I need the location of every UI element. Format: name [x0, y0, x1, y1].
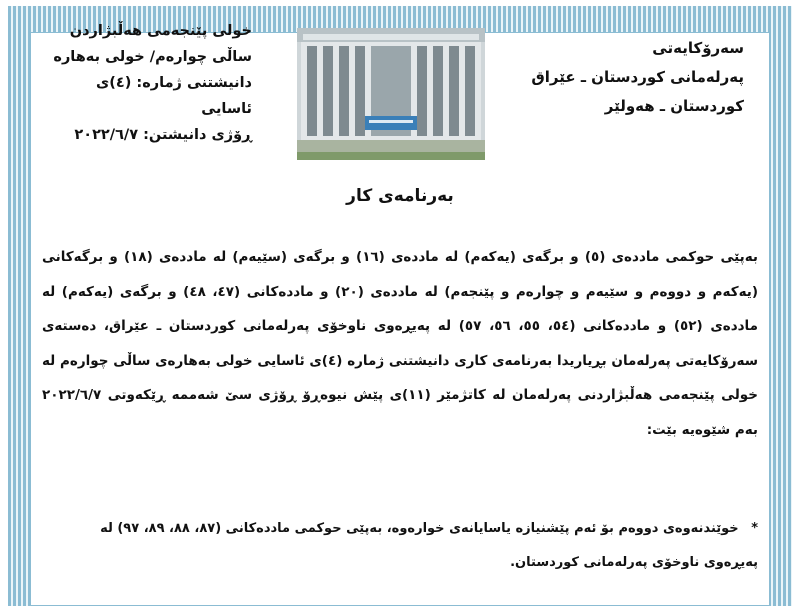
bullet-marker: *: [751, 521, 758, 536]
body-paragraph: بەپێی حوکمی ماددەی (٥) و برگەی (یەکەم) لە ماددەی (١٦) و برگەی (سێیەم) لە ماددەی (١٨) و برگەکانی (یەکەم و دووەم و سێیەم و چوارەم و پێنجەم) لە ماددەی (٢٠) و ماددەکانی (٤٧، ٤٨) و برگەی (یەکەم) لە ماددەی (٥٢) و ماددەکانی (٥٤، ٥٥، ٥٦، ٥٧) لە پەیڕەوی ناوخۆی پەرلەمانی کوردستان ـ عێراق، دەستەی سەرۆکایەتی پەرلەمان بڕیاریدا بەرنامەی کاری دانیشتنی ژمارە (٤)ی ئاسایی خولی بەهارەی ساڵی چوارەم لە خولی پێنجەمی هەڵبژاردنی پەرلەمان لە کاتژمێر (١١)ی پێش نیوەڕۆ ڕۆژی سێ شەممە ڕێکەوتی ٢٠٢٢/٦/٧ بەم شێوەیە بێت:: [42, 249, 759, 438]
institution-line-1: سەرۆکایەتی: [652, 39, 744, 57]
institution-line-3: کوردستان ـ هەولێر: [604, 97, 744, 115]
institution-line-2: پەرلەمانی کوردستان ـ عێراق: [531, 68, 744, 86]
session-info: [52, 18, 252, 148]
agenda-item-text: خوێندنەوەی دووەم بۆ ئەم پێشنیازە یاسایانەی خوارەوە، بەپێی حوکمی ماددەکانی (٨٧، ٨٨، ٨٩، ٩٧) لە پەیڕەوی ناوخۆی پەرلەمانی کوردستان.: [100, 521, 758, 570]
session-line-2: ساڵی چوارەم/ خولی بەهارە: [53, 49, 252, 65]
session-line-1: خولی پێنجەمی هەڵبژاردن: [69, 23, 252, 39]
parliament-building-image: [297, 28, 485, 160]
document-title: بەرنامەی کار: [346, 186, 454, 206]
session-line-4: ڕۆژی دانیشتن: ٢٠٢٢/٦/٧: [74, 127, 252, 143]
agenda-item: [42, 512, 758, 580]
institution-info: [504, 34, 744, 121]
session-line-3: دانیشتنی ژمارە: (٤)ی ئاسایی: [95, 75, 252, 117]
